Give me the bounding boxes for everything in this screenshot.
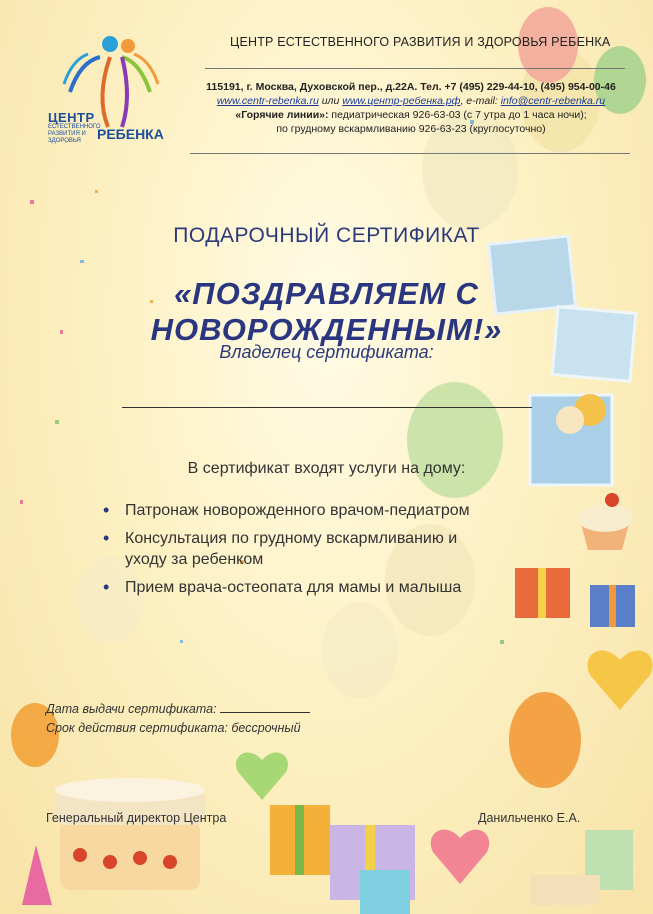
list-item: • Прием врача-остеопата для мамы и малыша — [103, 577, 503, 598]
divider — [190, 153, 630, 154]
hotline-breastfeeding: по грудному вскармливанию 926-63-23 (круглосуточно) — [276, 123, 546, 135]
issue-date — [46, 700, 310, 716]
list-item: • Консультация по грудному вскармливанию и уходу за ребенком — [103, 528, 503, 570]
validity: Срок действия сертификата: бессрочный — [46, 721, 301, 735]
certificate-title: ПОДАРОЧНЫЙ СЕРТИФИКАТ — [173, 224, 480, 247]
contact-block — [186, 80, 636, 136]
party-hat — [22, 845, 52, 905]
site-link-1[interactable]: www.centr-rebenka.ru — [216, 95, 319, 107]
owner-label: Владелец сертификата: — [219, 342, 434, 362]
logo-text: ЦЕНТР — [48, 110, 95, 125]
issue-date-blank — [220, 700, 310, 713]
director-label: Генеральный директор Центра — [46, 811, 227, 825]
list-item: • Патронаж новорожденного врачом-педиатром — [103, 500, 503, 521]
logo-subtext: ЕСТЕСТВЕННОГО РАЗВИТИЯ И ЗДОРОВЬЯ — [48, 124, 101, 144]
heart-balloon — [431, 830, 489, 884]
hotline-line — [186, 108, 636, 122]
address: 115191, г. Москва, Духовской пер., д.22А. Тел. +7 (495) 229-44-10, (495) 954-00-46 — [206, 81, 616, 93]
balloon-green — [407, 382, 503, 498]
hotline-pediatric: педиатрическая 926-63-03 (с 7 утра до 1 часа ночи); — [331, 109, 587, 121]
heart-balloon — [236, 752, 288, 800]
org-name: ЦЕНТР ЕСТЕСТВЕННОГО РАЗВИТИЯ И ЗДОРОВЬЯ РЕБЕНКА — [230, 35, 611, 49]
director-name: Данильченко Е.А. — [478, 811, 581, 825]
web-line — [186, 94, 636, 108]
hotlines-label: «Горячие линии»: — [235, 109, 329, 121]
issue-date-label: Дата выдачи сертификата: — [46, 702, 217, 716]
balloon-orange — [509, 692, 581, 788]
heart-balloon — [587, 651, 652, 710]
owner-signature-line — [122, 407, 532, 408]
email-link[interactable]: info@centr-rebenka.ru — [500, 95, 606, 107]
site-link-2[interactable]: www.центр-ребенка.рф — [342, 95, 461, 107]
gift-box — [360, 870, 410, 914]
divider — [205, 68, 625, 69]
includes-label: В сертификат входят услуги на дому: — [187, 460, 466, 477]
logo-text-child: РЕБЕНКА — [97, 126, 164, 142]
certificate-subtitle: «ПОЗДРАВЛЯЕМ С НОВОРОЖДЕННЫМ!» — [150, 276, 503, 347]
or-text: или — [321, 95, 340, 107]
services-list — [103, 500, 503, 605]
email-label: , e-mail: — [460, 95, 498, 107]
balloon-pale — [322, 602, 398, 698]
